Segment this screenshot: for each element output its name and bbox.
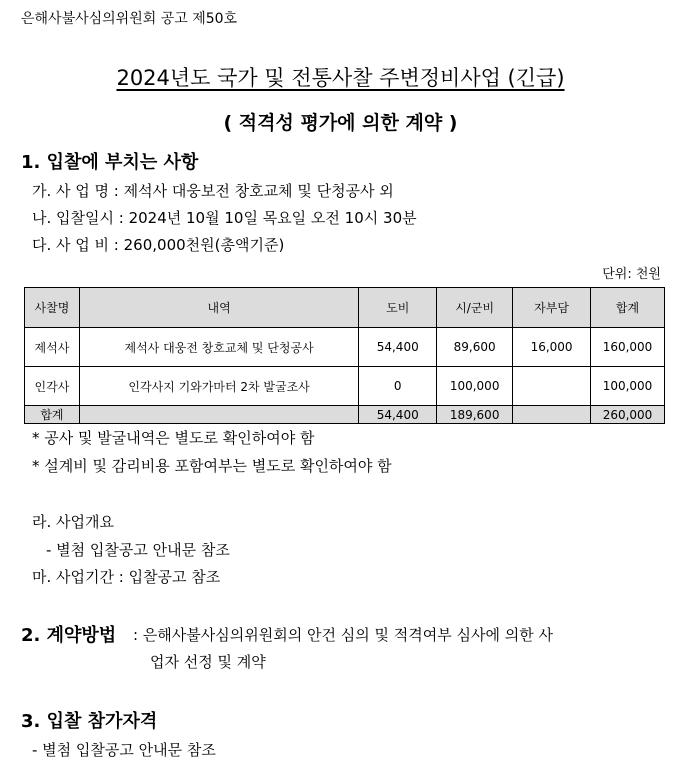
table-total-row [25,406,665,424]
project-overview-detail: - 별첨 입찰공고 안내문 참조 [46,541,230,559]
table-row [25,328,665,367]
header-description: 내역 [79,288,358,328]
contract-method-text-1: : 은해사불사심의위원회의 안건 심의 및 적격여부 심사에 의한 사 [133,626,553,644]
project-overview-label: 라. 사업개요 [32,513,114,531]
project-name-line: 가. 사 업 명 : 제석사 대웅보전 창호교체 및 단청공사 외 [32,182,394,200]
notice-number: 은해사불사심의위원회 공고 제50호 [21,11,238,27]
cell-total-description [79,406,358,424]
cell-temple: 인각사 [25,367,80,406]
cell-total-sum: 260,000 [591,406,665,424]
header-self-fund: 자부담 [513,288,591,328]
cell-total-province-fund: 54,400 [359,406,437,424]
cell-description: 인각사지 기와가마터 2차 발굴조사 [79,367,358,406]
cell-self-fund: 16,000 [513,328,591,367]
cell-self-fund [513,367,591,406]
note-2: * 설계비 및 감리비용 포함여부는 별도로 확인하여야 함 [32,457,392,475]
contract-method-text-2: 업자 선정 및 계약 [150,653,266,671]
cell-province-fund: 54,400 [359,328,437,367]
document-subtitle: ( 적격성 평가에 의한 계약 ) [223,112,458,134]
header-total: 합계 [591,288,665,328]
project-cost-line: 다. 사 업 비 : 260,000천원(총액기준) [32,236,285,254]
section-2-heading: 2. 계약방법 [21,625,117,646]
cell-city-fund: 100,000 [437,367,513,406]
section-3-heading: 3. 입찰 참가자격 [21,711,158,732]
header-province-fund: 도비 [359,288,437,328]
budget-table [24,287,665,424]
cell-city-fund: 89,600 [437,328,513,367]
document-title: 2024년도 국가 및 전통사찰 주변정비사업 (긴급) [116,66,565,90]
cell-total: 160,000 [591,328,665,367]
table-header-row [25,288,665,328]
unit-label: 단위: 천원 [602,267,661,282]
eligibility-detail: - 별첨 입찰공고 안내문 참조 [32,741,216,759]
cell-description: 제석사 대웅전 창호교체 및 단청공사 [79,328,358,367]
note-1: * 공사 및 발굴내역은 별도로 확인하여야 함 [32,429,315,447]
bid-datetime-line: 나. 입찰일시 : 2024년 10월 10일 목요일 오전 10시 30분 [32,209,417,227]
section-1-heading: 1. 입찰에 부치는 사항 [21,152,199,173]
cell-total-city-fund: 189,600 [437,406,513,424]
cell-temple: 제석사 [25,328,80,367]
header-city-fund: 시/군비 [437,288,513,328]
cell-total-label: 합계 [25,406,80,424]
table-row [25,367,665,406]
cell-province-fund: 0 [359,367,437,406]
cell-total: 100,000 [591,367,665,406]
cell-total-self-fund [513,406,591,424]
project-period-line: 마. 사업기간 : 입찰공고 참조 [32,568,221,586]
header-temple: 사찰명 [25,288,80,328]
